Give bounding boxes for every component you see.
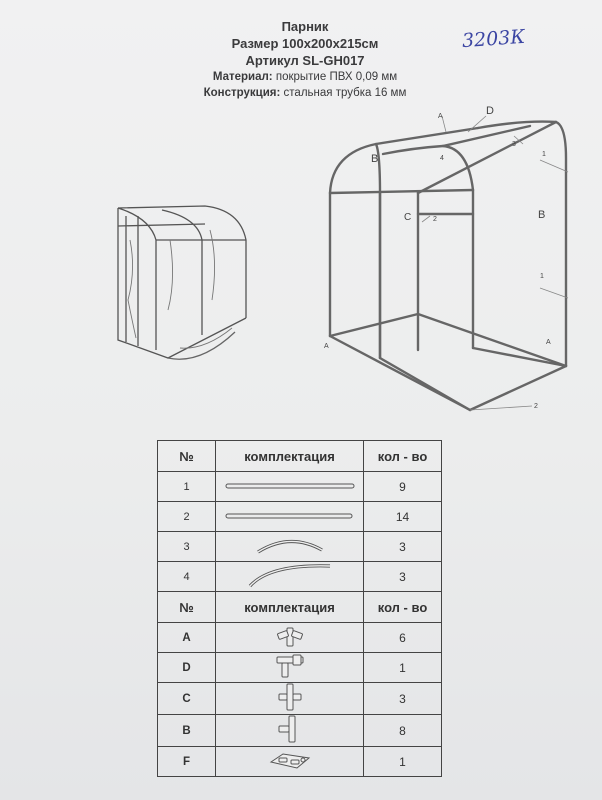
table-row — [158, 683, 442, 715]
straight-tube-icon — [216, 502, 364, 532]
table-row — [158, 532, 442, 562]
label-A-left: A — [324, 343, 329, 350]
header-qty: кол - во — [364, 592, 442, 623]
construction-label: Конструкция: — [203, 87, 281, 99]
table-row — [158, 715, 442, 747]
label-2-mid: 2 — [433, 216, 437, 223]
curved-tube-icon — [216, 562, 364, 592]
table-row — [158, 653, 442, 683]
greenhouse-sketch — [110, 200, 270, 370]
header-no: № — [158, 441, 216, 472]
label-4: 4 — [440, 155, 444, 162]
document-header — [150, 18, 460, 101]
table-header-connectors — [158, 592, 442, 623]
part-id: F — [158, 747, 216, 777]
t-connector-icon — [216, 653, 364, 683]
label-A-right: A — [546, 339, 551, 346]
header-qty: кол - во — [364, 441, 442, 472]
part-qty: 6 — [364, 623, 442, 653]
part-qty: 3 — [364, 562, 442, 592]
part-qty: 9 — [364, 472, 442, 502]
part-qty: 3 — [364, 532, 442, 562]
corner-connector-icon — [216, 623, 364, 653]
cross-connector-icon — [216, 683, 364, 715]
label-2-bottom: 2 — [534, 403, 538, 410]
label-C: C — [404, 212, 412, 223]
table-row — [158, 623, 442, 653]
doc-title: Парник — [281, 19, 329, 34]
label-3: 3 — [512, 141, 516, 148]
label-B-left: B — [371, 153, 379, 165]
part-id: 1 — [158, 472, 216, 502]
parts-table — [157, 440, 442, 777]
part-qty: 1 — [364, 747, 442, 777]
part-id: B — [158, 715, 216, 747]
part-id: 4 — [158, 562, 216, 592]
table-row — [158, 472, 442, 502]
label-D: D — [486, 105, 494, 117]
straight-long-tube-icon — [216, 472, 364, 502]
table-row — [158, 562, 442, 592]
part-id: D — [158, 653, 216, 683]
label-1-top: 1 — [542, 151, 546, 158]
header-kit: комплектация — [216, 441, 364, 472]
hardware-pack-icon — [216, 747, 364, 777]
part-qty: 1 — [364, 653, 442, 683]
material-label: Материал: — [212, 71, 273, 83]
doc-size: Размер 100х200х215см — [231, 36, 379, 51]
material-value: покрытие ПВХ 0,09 мм — [275, 71, 398, 83]
label-1-mid: 1 — [540, 273, 544, 280]
part-qty: 14 — [364, 502, 442, 532]
construction-value: стальная трубка 16 мм — [283, 87, 407, 99]
part-id: A — [158, 623, 216, 653]
part-id: 2 — [158, 502, 216, 532]
part-id: C — [158, 683, 216, 715]
header-no: № — [158, 592, 216, 623]
side-t-connector-icon — [216, 715, 364, 747]
part-qty: 8 — [364, 715, 442, 747]
label-A-top: A — [438, 113, 443, 120]
table-row — [158, 502, 442, 532]
arc-tube-icon — [216, 532, 364, 562]
table-header-tubes — [158, 441, 442, 472]
table-row — [158, 747, 442, 777]
doc-material — [150, 69, 460, 85]
header-kit: комплектация — [216, 592, 364, 623]
handwritten-note: 3203К — [461, 25, 526, 53]
part-qty: 3 — [364, 683, 442, 715]
label-B-right: B — [538, 209, 546, 221]
frame-diagram — [318, 98, 588, 418]
part-id: 3 — [158, 532, 216, 562]
doc-article: Артикул SL-GH017 — [245, 53, 365, 68]
